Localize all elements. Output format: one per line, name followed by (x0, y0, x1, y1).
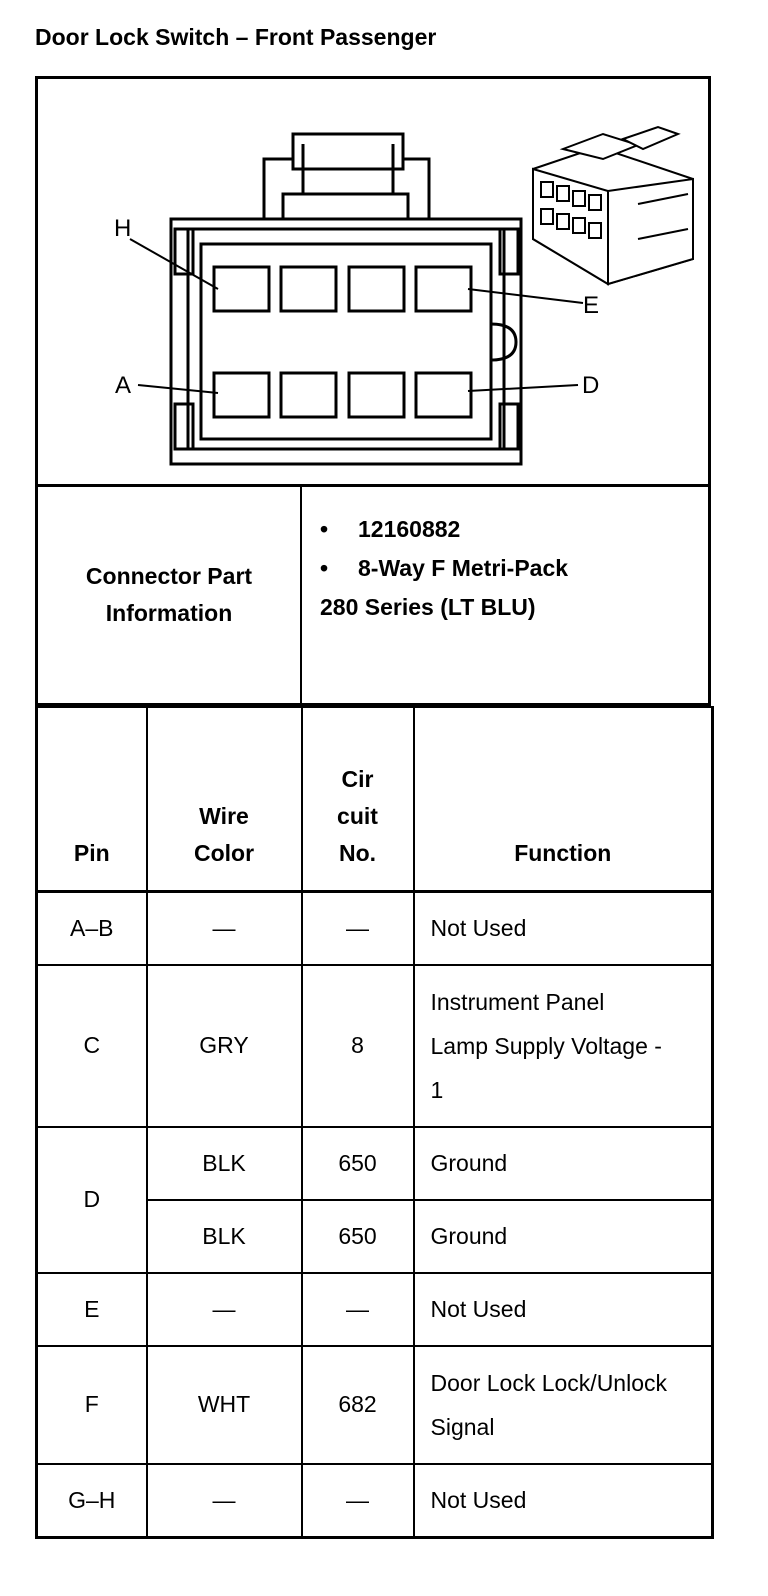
header-circuit-no: Cir cuit No. (302, 707, 414, 892)
connector-info-list (320, 510, 568, 627)
row-function: Ground (414, 1127, 713, 1200)
connector-iso-view (533, 127, 693, 284)
row-function: Instrument Panel Lamp Supply Voltage - 1 (414, 965, 713, 1127)
bullet-glyph: • (320, 555, 329, 581)
row-pin: F (37, 1346, 147, 1464)
row-wire: WHT (147, 1346, 302, 1464)
row-circuit: 682 (302, 1346, 414, 1464)
table-row (37, 1127, 713, 1200)
page-title: Door Lock Switch – Front Passenger (35, 24, 437, 50)
row-circuit: 650 (302, 1200, 414, 1273)
pin-table (35, 706, 714, 1539)
row-circuit: — (302, 892, 414, 965)
row-function: Door Lock Lock/Unlock Signal (414, 1346, 713, 1464)
connector-type: • 8-Way F Metri-Pack (320, 549, 568, 588)
connector-info-section (35, 484, 711, 706)
connector-face-drawing (38, 79, 714, 490)
row-wire: — (147, 1273, 302, 1346)
pin-label-h: H (114, 215, 132, 242)
cavity-a (214, 373, 269, 417)
header-wire-color: Wire Color (147, 707, 302, 892)
pin-table-header (37, 707, 713, 892)
row-pin: D (37, 1127, 147, 1273)
row-wire: BLK (147, 1200, 302, 1273)
row-circuit: 650 (302, 1127, 414, 1200)
table-row (37, 1464, 713, 1538)
cavity-e (416, 267, 471, 311)
pin-label-e: E (583, 292, 600, 319)
row-circuit: — (302, 1464, 414, 1538)
cavity-d (416, 373, 471, 417)
row-wire: BLK (147, 1127, 302, 1200)
connector-diagram (35, 76, 711, 487)
connector-info-label-text: Connector Part Information (85, 563, 253, 626)
row-function: Not Used (414, 1273, 713, 1346)
row-pin: A–B (37, 892, 147, 965)
header-function: Function (414, 707, 713, 892)
row-circuit: 8 (302, 965, 414, 1127)
row-pin: C (37, 965, 147, 1127)
table-row (37, 1346, 713, 1464)
table-row (37, 892, 713, 965)
bullet-glyph: • (320, 516, 329, 542)
connector-part-number: • 12160882 (320, 510, 568, 549)
row-circuit: — (302, 1273, 414, 1346)
connector-series: 280 Series (LT BLU) (320, 594, 536, 620)
row-wire: — (147, 892, 302, 965)
row-pin: G–H (37, 1464, 147, 1538)
table-row (37, 1273, 713, 1346)
cavity-h (214, 267, 269, 311)
header-pin: Pin (37, 707, 147, 892)
row-function: Not Used (414, 892, 713, 965)
row-pin: E (37, 1273, 147, 1346)
row-wire: — (147, 1464, 302, 1538)
connector-info-label (38, 487, 302, 703)
pin-label-d: D (582, 372, 600, 399)
row-wire: GRY (147, 965, 302, 1127)
connector-table-frame (35, 76, 711, 1566)
row-function: Ground (414, 1200, 713, 1273)
table-row (37, 965, 713, 1127)
row-function: Not Used (414, 1464, 713, 1538)
pin-label-a: A (115, 372, 132, 399)
